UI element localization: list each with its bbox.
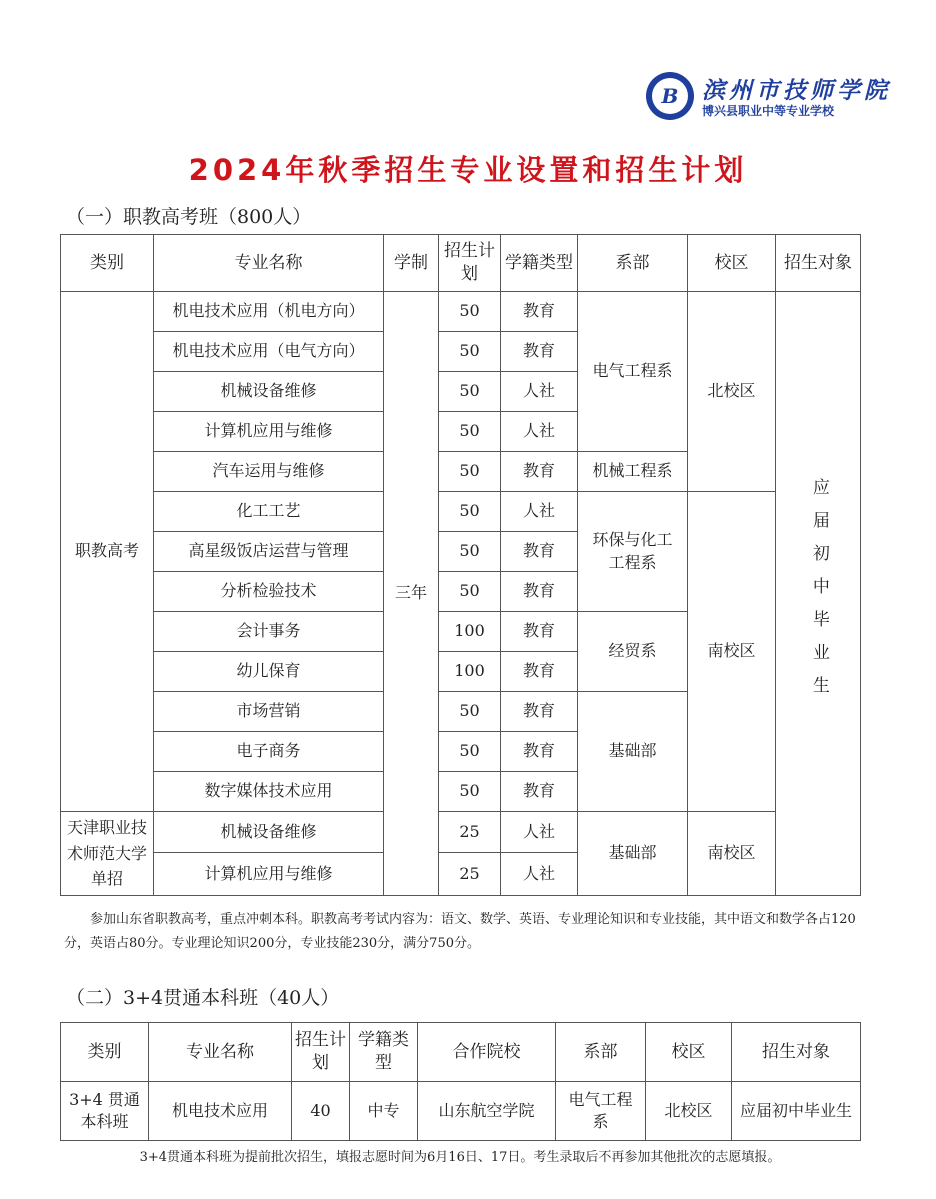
school-name: 滨州市技师学院 [702, 77, 891, 104]
vocational-exam-table [60, 234, 861, 896]
major-cell: 机电技术应用 [149, 1082, 292, 1141]
campus-cell: 北校区 [688, 292, 776, 492]
type-cell: 教育 [501, 652, 578, 692]
section1-heading: （一）职教高考班（800人） [66, 206, 312, 228]
plan-cell: 50 [439, 532, 501, 572]
plan-cell: 50 [439, 692, 501, 732]
plan-cell: 50 [439, 412, 501, 452]
target-cell: 应届初中毕业生 [776, 292, 861, 896]
type-cell: 教育 [501, 772, 578, 812]
header-department: 系部 [578, 235, 688, 292]
campus-cell: 北校区 [646, 1082, 732, 1141]
header-campus: 校区 [646, 1023, 732, 1082]
type-cell: 教育 [501, 292, 578, 332]
type-cell: 人社 [501, 412, 578, 452]
plan-cell: 50 [439, 452, 501, 492]
department-cell: 环保与化工工程系 [578, 492, 688, 612]
type-cell: 教育 [501, 732, 578, 772]
type-cell: 人社 [501, 853, 578, 896]
section2-note: 3+4贯通本科班为提前批次招生，填报志愿时间为6月16日、17日。考生录取后不再参加其他批次的志愿填报。 [139, 1150, 781, 1165]
major-cell: 计算机应用与维修 [154, 853, 384, 896]
school-logo [646, 70, 916, 126]
type-cell: 教育 [501, 532, 578, 572]
department-cell: 经贸系 [578, 612, 688, 692]
header-major: 专业名称 [149, 1023, 292, 1082]
department-cell: 电气工程系 [556, 1082, 646, 1141]
plan-cell: 25 [439, 853, 501, 896]
table-row [61, 292, 861, 332]
major-cell: 会计事务 [154, 612, 384, 652]
major-cell: 机电技术应用（机电方向） [154, 292, 384, 332]
major-cell: 数字媒体技术应用 [154, 772, 384, 812]
major-cell: 高星级饭店运营与管理 [154, 532, 384, 572]
plan-cell: 50 [439, 332, 501, 372]
campus-cell: 南校区 [688, 812, 776, 896]
major-cell: 机械设备维修 [154, 372, 384, 412]
section1-note: 参加山东省职教高考，重点冲刺本科。职教高考考试内容为：语文、数学、英语、专业理论知识和专业技能，其中语文和数学各占120分，英语占80分。专业理论知识200分，专业技能230分，满分750分。 [64, 912, 856, 951]
plan-cell: 50 [439, 292, 501, 332]
header-type: 学籍类型 [350, 1023, 418, 1082]
school-subname: 博兴县职业中等专业学校 [702, 104, 835, 118]
major-cell: 市场营销 [154, 692, 384, 732]
type-cell: 人社 [501, 492, 578, 532]
major-cell: 电子商务 [154, 732, 384, 772]
header-duration: 学制 [384, 235, 439, 292]
header-plan: 招生计划 [292, 1023, 350, 1082]
header-category: 类别 [61, 1023, 149, 1082]
type-cell: 教育 [501, 332, 578, 372]
table-header-row [61, 1023, 861, 1082]
header-target: 招生对象 [732, 1023, 861, 1082]
campus-cell: 南校区 [688, 492, 776, 812]
header-category: 类别 [61, 235, 154, 292]
table-header-row [61, 235, 861, 292]
page-title: 2024年秋季招生专业设置和招生计划 [188, 153, 748, 187]
type-cell: 教育 [501, 572, 578, 612]
table-row [61, 812, 861, 853]
type-cell: 教育 [501, 452, 578, 492]
plan-cell: 40 [292, 1082, 350, 1141]
target-cell: 应届初中毕业生 [732, 1082, 861, 1141]
plan-cell: 100 [439, 652, 501, 692]
integrated-program-table [60, 1022, 861, 1141]
department-cell: 基础部 [578, 812, 688, 896]
header-partner: 合作院校 [418, 1023, 556, 1082]
type-cell: 人社 [501, 812, 578, 853]
table-row [61, 1082, 861, 1141]
header-campus: 校区 [688, 235, 776, 292]
type-cell: 人社 [501, 372, 578, 412]
header-department: 系部 [556, 1023, 646, 1082]
type-cell: 中专 [350, 1082, 418, 1141]
type-cell: 教育 [501, 692, 578, 732]
plan-cell: 50 [439, 772, 501, 812]
header-type: 学籍类型 [501, 235, 578, 292]
category-cell: 职教高考 [61, 292, 154, 812]
major-cell: 幼儿保育 [154, 652, 384, 692]
department-cell: 基础部 [578, 692, 688, 812]
plan-cell: 50 [439, 372, 501, 412]
category-cell: 天津职业技术师范大学单招 [61, 812, 154, 896]
department-cell: 电气工程系 [578, 292, 688, 452]
major-cell: 机械设备维修 [154, 812, 384, 853]
school-emblem-icon: B [646, 72, 694, 120]
major-cell: 计算机应用与维修 [154, 412, 384, 452]
table-row [61, 492, 861, 532]
type-cell: 教育 [501, 612, 578, 652]
plan-cell: 50 [439, 572, 501, 612]
duration-cell: 三年 [384, 292, 439, 896]
major-cell: 汽车运用与维修 [154, 452, 384, 492]
header-plan: 招生计划 [439, 235, 501, 292]
plan-cell: 100 [439, 612, 501, 652]
category-cell: 3+4 贯通本科班 [61, 1082, 149, 1141]
department-cell: 机械工程系 [578, 452, 688, 492]
major-cell: 分析检验技术 [154, 572, 384, 612]
header-major: 专业名称 [154, 235, 384, 292]
major-cell: 机电技术应用（电气方向） [154, 332, 384, 372]
header-target: 招生对象 [776, 235, 861, 292]
plan-cell: 25 [439, 812, 501, 853]
plan-cell: 50 [439, 492, 501, 532]
plan-cell: 50 [439, 732, 501, 772]
partner-cell: 山东航空学院 [418, 1082, 556, 1141]
section2-heading: （二）3+4贯通本科班（40人） [66, 987, 340, 1009]
major-cell: 化工工艺 [154, 492, 384, 532]
